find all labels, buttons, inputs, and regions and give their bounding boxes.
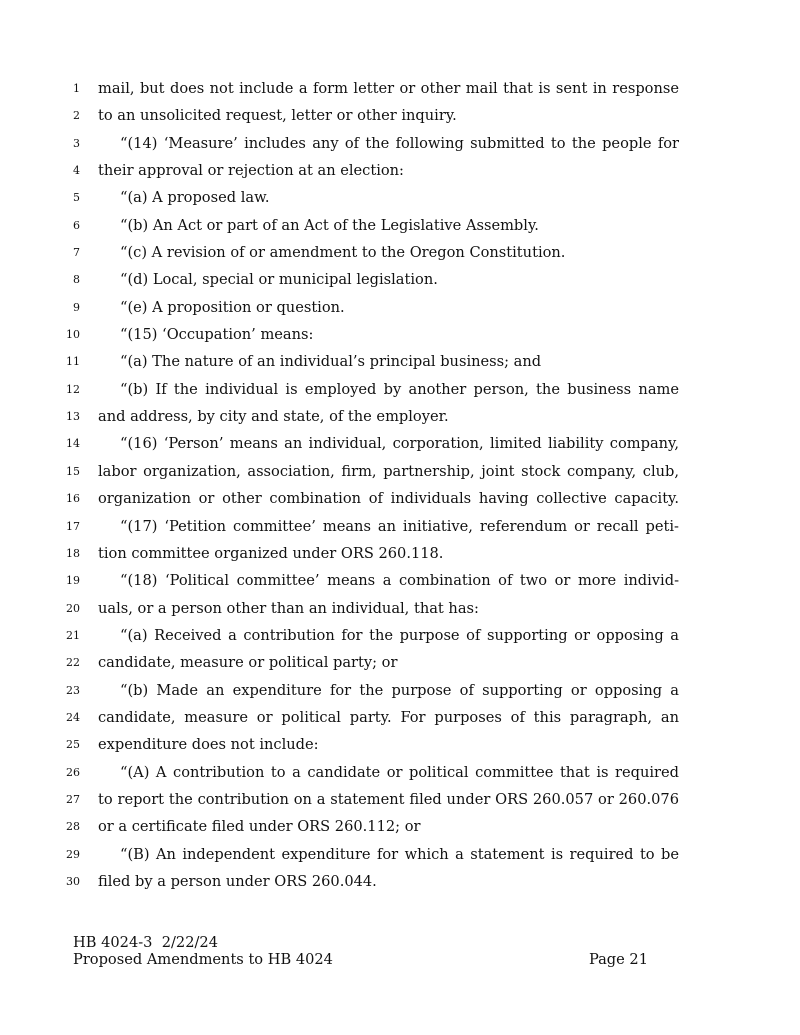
line-text: “(14) ‘Measure’ includes any of the following submitted to the people for bbox=[120, 134, 679, 152]
line-text: “(a) The nature of an individual’s principal business; and bbox=[120, 353, 542, 371]
line-number: 16 bbox=[66, 492, 80, 506]
line-number: 27 bbox=[66, 792, 80, 806]
line-text: “(B) An independent expenditure for which a statement is required to be bbox=[120, 845, 679, 863]
line-number: 28 bbox=[66, 820, 80, 834]
text-line bbox=[0, 649, 800, 676]
text-line bbox=[0, 813, 800, 840]
text-line bbox=[0, 841, 800, 868]
line-text: “(18) ‘Political committee’ means a combination of two or more individ- bbox=[120, 572, 679, 590]
line-text: “(a) Received a contribution for the purpose of supporting or opposing a bbox=[120, 626, 679, 644]
line-number: 13 bbox=[66, 410, 80, 424]
line-number: 7 bbox=[73, 246, 80, 260]
line-text: organization or other combination of individuals having collective capacity. bbox=[98, 490, 679, 508]
line-number: 12 bbox=[66, 382, 80, 396]
line-text: to an unsolicited request, letter or other inquiry. bbox=[98, 107, 457, 125]
line-text: “(15) ‘Occupation’ means: bbox=[120, 326, 314, 344]
line-text: “(a) A proposed law. bbox=[120, 189, 270, 207]
text-line bbox=[0, 622, 800, 649]
text-line bbox=[0, 294, 800, 321]
text-line bbox=[0, 376, 800, 403]
line-number: 5 bbox=[73, 191, 80, 205]
text-line bbox=[0, 595, 800, 622]
text-line bbox=[0, 239, 800, 266]
text-line bbox=[0, 759, 800, 786]
line-text: filed by a person under ORS 260.044. bbox=[98, 872, 377, 890]
line-text: “(e) A proposition or question. bbox=[120, 298, 345, 316]
page-number: Page 21 bbox=[588, 951, 648, 968]
page-footer bbox=[73, 934, 673, 968]
line-text: to report the contribution on a statement filed under ORS 260.057 or 260.076 bbox=[98, 790, 679, 808]
line-text: candidate, measure or political party. For purposes of this paragraph, an bbox=[98, 708, 679, 726]
line-text: candidate, measure or political party; or bbox=[98, 654, 398, 672]
text-line bbox=[0, 184, 800, 211]
line-number: 15 bbox=[66, 464, 80, 478]
text-line bbox=[0, 786, 800, 813]
text-line bbox=[0, 868, 800, 895]
line-text: “(b) Made an expenditure for the purpose of supporting or opposing a bbox=[120, 681, 679, 699]
text-line bbox=[0, 75, 800, 102]
line-number: 22 bbox=[66, 656, 80, 670]
text-line bbox=[0, 348, 800, 375]
line-text: mail, but does not include a form letter or other mail that is sent in response bbox=[98, 80, 679, 97]
line-number: 8 bbox=[73, 273, 80, 287]
line-number: 20 bbox=[66, 601, 80, 615]
line-number: 26 bbox=[66, 765, 80, 779]
line-number: 21 bbox=[66, 628, 80, 642]
line-text: labor organization, association, firm, partnership, joint stock company, club, bbox=[98, 462, 679, 480]
numbered-lines bbox=[0, 75, 800, 895]
line-text: and address, by city and state, of the employer. bbox=[98, 408, 449, 426]
line-number: 23 bbox=[66, 683, 80, 697]
line-number: 6 bbox=[73, 218, 80, 232]
line-text: expenditure does not include: bbox=[98, 736, 319, 754]
line-number: 25 bbox=[66, 738, 80, 752]
text-line bbox=[0, 513, 800, 540]
line-text: “(16) ‘Person’ means an individual, corporation, limited liability company, bbox=[120, 435, 679, 453]
text-line bbox=[0, 731, 800, 758]
line-number: 2 bbox=[73, 109, 80, 123]
text-line bbox=[0, 403, 800, 430]
line-text: “(17) ‘Petition committee’ means an initiative, referendum or recall peti- bbox=[120, 517, 679, 535]
text-line bbox=[0, 704, 800, 731]
line-number: 1 bbox=[73, 82, 80, 95]
bill-version: HB 4024-3 2/22/24 bbox=[73, 934, 218, 951]
text-line bbox=[0, 212, 800, 239]
text-line bbox=[0, 266, 800, 293]
text-line bbox=[0, 430, 800, 457]
line-text: “(b) An Act or part of an Act of the Legislative Assembly. bbox=[120, 216, 539, 234]
line-number: 9 bbox=[73, 300, 80, 314]
line-text: “(A) A contribution to a candidate or political committee that is required bbox=[120, 763, 679, 781]
text-line bbox=[0, 130, 800, 157]
text-line bbox=[0, 102, 800, 129]
line-text: “(d) Local, special or municipal legislation. bbox=[120, 271, 438, 289]
text-line bbox=[0, 485, 800, 512]
line-number: 11 bbox=[66, 355, 80, 369]
text-line bbox=[0, 567, 800, 594]
line-number: 4 bbox=[73, 164, 80, 178]
line-number: 17 bbox=[66, 519, 80, 533]
text-line bbox=[0, 157, 800, 184]
line-number: 10 bbox=[66, 328, 80, 342]
line-text: uals, or a person other than an individual, that has: bbox=[98, 599, 479, 617]
text-line bbox=[0, 321, 800, 348]
line-number: 30 bbox=[66, 874, 80, 888]
line-text: “(c) A revision of or amendment to the Oregon Constitution. bbox=[120, 244, 566, 262]
text-line bbox=[0, 540, 800, 567]
line-number: 19 bbox=[66, 574, 80, 588]
footer-title: Proposed Amendments to HB 4024 bbox=[73, 951, 333, 968]
line-text: their approval or rejection at an election: bbox=[98, 162, 404, 180]
line-number: 14 bbox=[66, 437, 80, 451]
text-line bbox=[0, 677, 800, 704]
line-number: 24 bbox=[66, 710, 80, 724]
line-text: tion committee organized under ORS 260.118. bbox=[98, 544, 444, 562]
line-number: 29 bbox=[66, 847, 80, 861]
line-number: 18 bbox=[66, 546, 80, 560]
line-text: or a certificate filed under ORS 260.112; or bbox=[98, 818, 421, 836]
text-line bbox=[0, 458, 800, 485]
line-text: “(b) If the individual is employed by another person, the business name bbox=[120, 380, 679, 398]
line-number: 3 bbox=[73, 136, 80, 150]
